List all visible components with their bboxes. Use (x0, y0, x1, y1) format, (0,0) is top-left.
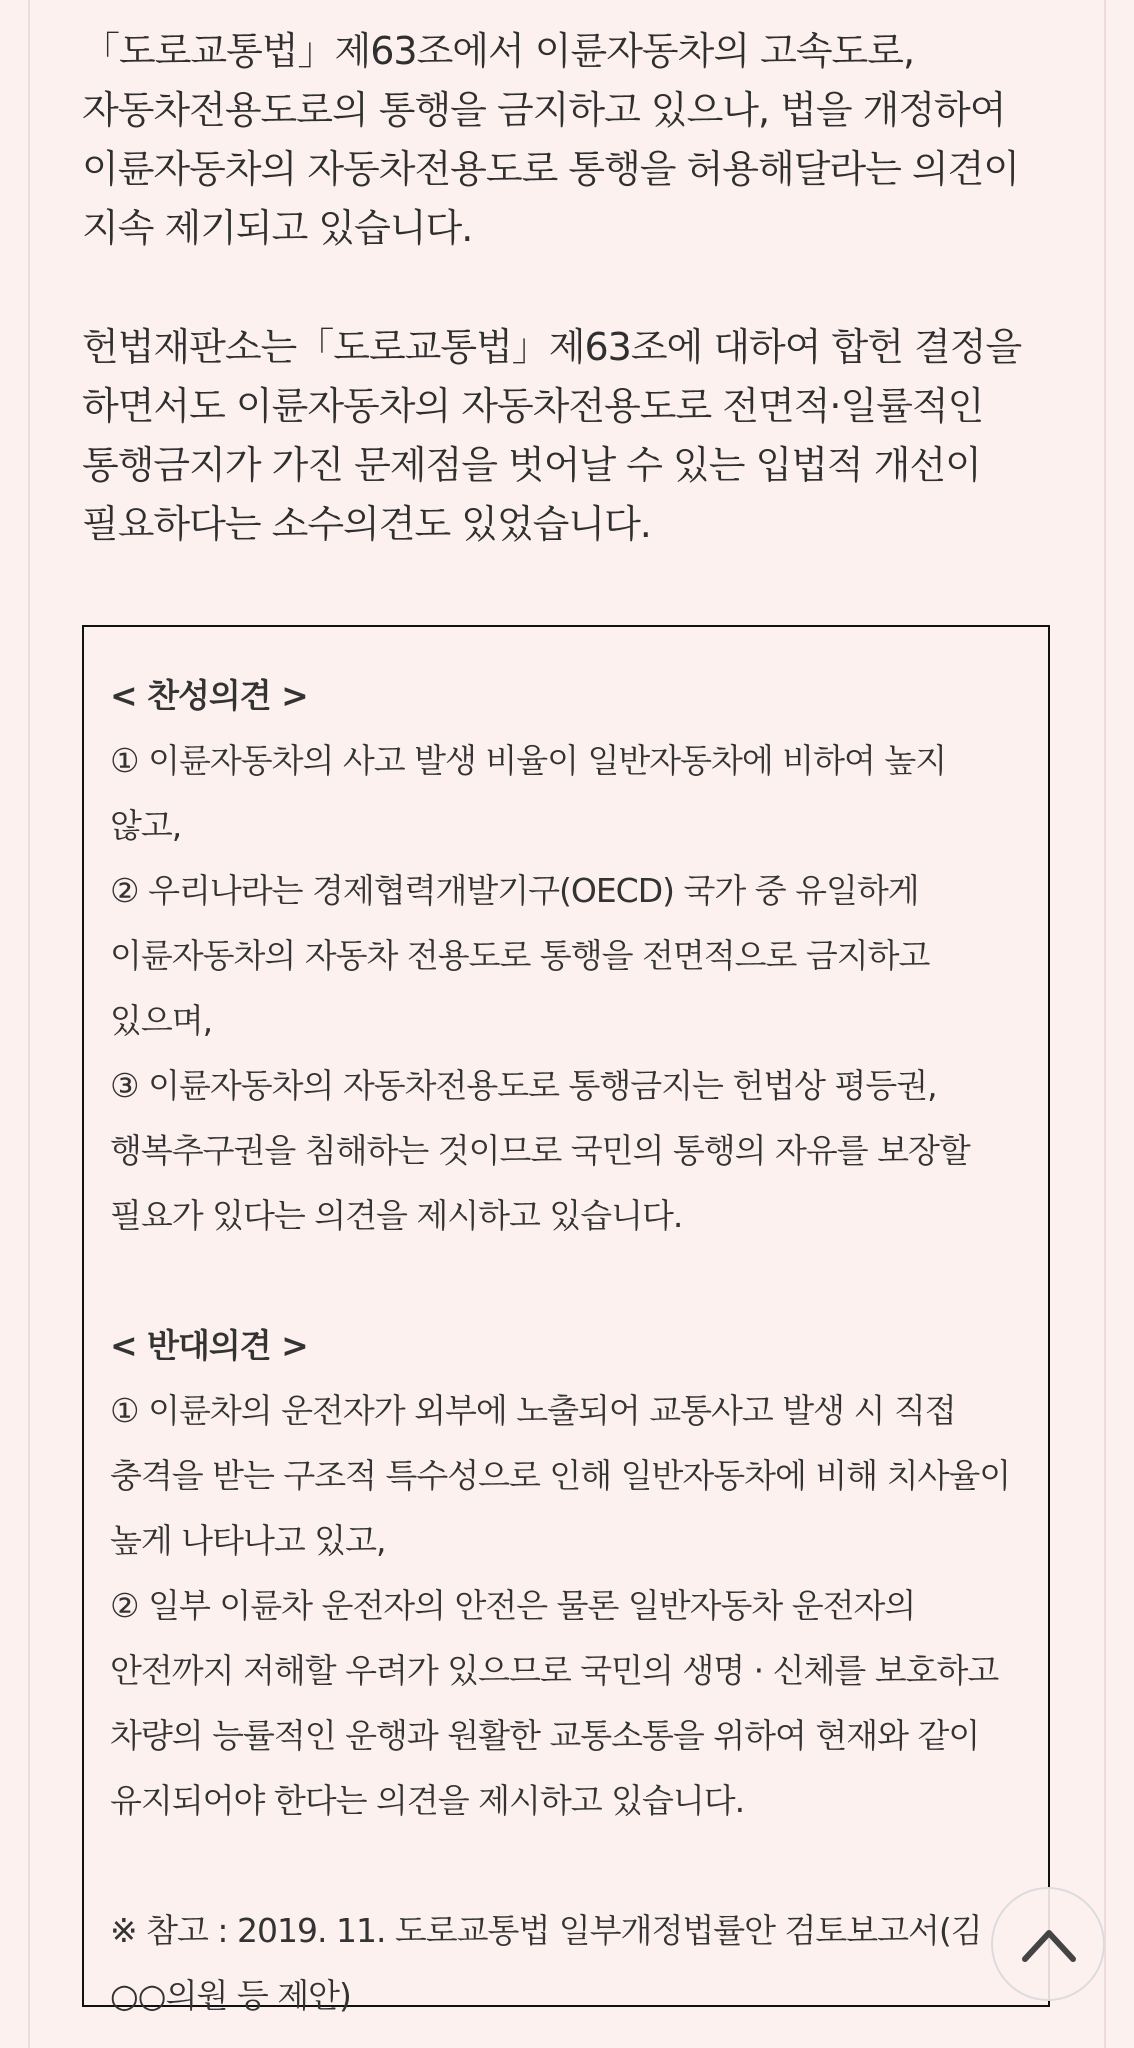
pro-opinion-item: ① 이륜자동차의 사고 발생 비율이 일반자동차에 비하여 높지 않고, (110, 741, 947, 845)
pro-opinion-item: ③ 이륜자동차의 자동차전용도로 통행금지는 헌법상 평등권, 행복추구권을 침해하는 것이므로 국민의 통행의 자유를 보장할 필요가 있다는 의견을 제시하고 있습니다. (110, 1066, 970, 1235)
opinion-box (82, 625, 1050, 2015)
con-opinion-heading: < 반대의견 > (110, 1326, 308, 1365)
con-opinion-item: ② 일부 이륜차 운전자의 안전은 물론 일반자동차 운전자의 안전까지 저해할 우려가 있으므로 국민의 생명 · 신체를 보호하고 차량의 능률적인 운행과 원활한 교통소통을 위하여 현재와 같이 유지되어야 한다는 의견을 제시하고 있습니다. (110, 1586, 999, 1820)
scroll-to-top-button[interactable] (991, 1887, 1105, 2001)
pro-opinion-item: ② 우리나라는 경제협력개발기구(OECD) 국가 중 유일하게 이륜자동차의 자동차 전용도로 통행을 전면적으로 금지하고 있으며, (110, 871, 930, 1040)
article-paragraph: 헌법재판소는「도로교통법」제63조에 대하여 합헌 결정을 하면서도 이륜자동차의 자동차전용도로 전면적·일률적인 통행금지가 가진 문제점을 벗어날 수 있는 입법적 개선이 필요하다는 소수의견도 있었습니다. (82, 325, 1022, 546)
right-border-line (1104, 0, 1106, 2048)
left-border-line (28, 0, 30, 2048)
pro-opinion-heading: < 찬성의견 > (110, 676, 308, 715)
article-body (82, 22, 1057, 554)
spacer (110, 1833, 1022, 1898)
chevron-up-icon (1020, 1919, 1078, 1969)
spacer (110, 1248, 1022, 1313)
con-opinion-item: ① 이륜차의 운전자가 외부에 노출되어 교통사고 발생 시 직접 충격을 받는 구조적 특수성으로 인해 일반자동차에 비해 치사율이 높게 나타나고 있고, (110, 1391, 1011, 1560)
article-paragraph: 「도로교통법」제63조에서 이륜자동차의 고속도로, 자동차전용도로의 통행을 금지하고 있으나, 법을 개정하여 이륜자동차의 자동차전용도로 통행을 허용해달라는 의견이 지속 제기되고 있습니다. (82, 29, 1020, 250)
reference-note: ※ 참고 : 2019. 11. 도로교통법 일부개정법률안 검토보고서(김○○의원 등 제안) (110, 1911, 982, 2015)
